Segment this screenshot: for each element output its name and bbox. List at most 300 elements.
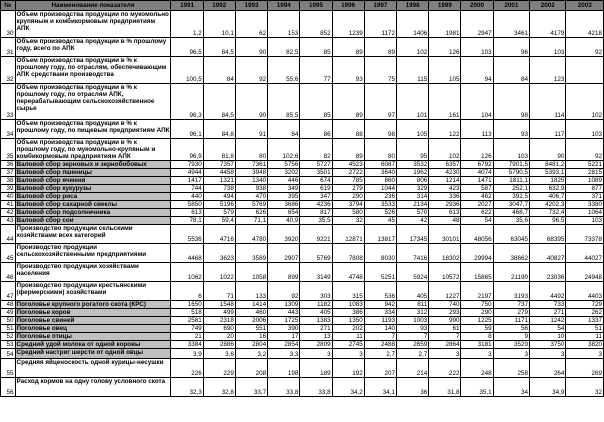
value-cell: 17 <box>268 333 300 341</box>
value-cell: 8030 <box>364 244 396 263</box>
row-number: 51 <box>1 325 16 333</box>
value-cell: 1962 <box>397 169 429 177</box>
value-cell: 3 <box>429 349 461 359</box>
value-cell: 349 <box>268 185 300 193</box>
value-cell: 518 <box>171 309 203 317</box>
value-cell: 446 <box>268 177 300 185</box>
table-row <box>1 139 604 161</box>
value-cell: 32 <box>566 378 604 397</box>
value-cell: 9221 <box>300 225 332 244</box>
value-cell: 55,6 <box>268 57 300 84</box>
indicator-name: Поголовье свиней <box>15 317 171 325</box>
value-cell: 526 <box>364 209 396 217</box>
table-row <box>1 309 604 317</box>
indicator-name: Производство продукции сельскими хозяйствами всех категорий <box>15 225 171 244</box>
value-cell: 3149 <box>300 263 332 282</box>
value-cell: 103 <box>530 38 566 57</box>
value-cell: 5924 <box>397 263 429 282</box>
value-cell: 113 <box>461 120 493 139</box>
value-cell: 5536 <box>171 225 203 244</box>
value-cell: 817 <box>300 209 332 217</box>
row-number: 40 <box>1 193 16 201</box>
value-cell: 63045 <box>493 225 529 244</box>
row-number: 41 <box>1 201 16 209</box>
row-number: 42 <box>1 209 16 217</box>
value-cell: 208 <box>235 359 267 378</box>
value-cell: 13 <box>300 333 332 341</box>
value-cell: 48056 <box>461 225 493 244</box>
value-cell: 96,3 <box>171 84 203 120</box>
value-cell: 4074 <box>461 169 493 177</box>
value-cell: 35,6 <box>493 217 529 225</box>
value-cell: 9 <box>493 333 529 341</box>
value-cell: 42 <box>397 217 429 225</box>
header-year: 1994 <box>268 1 300 11</box>
value-cell: 729 <box>566 301 604 309</box>
row-number: 49 <box>1 309 16 317</box>
value-cell: 94 <box>461 57 493 84</box>
header-year: 1993 <box>235 1 267 11</box>
row-number: 52 <box>1 333 16 341</box>
value-cell: 1239 <box>332 11 364 38</box>
value-cell: 117 <box>530 120 566 139</box>
value-cell: 3202 <box>268 169 300 177</box>
value-cell: 269 <box>566 359 604 378</box>
value-cell: 347 <box>300 193 332 201</box>
indicator-name: Поголовье коров <box>15 309 171 317</box>
value-cell: 229 <box>203 359 235 378</box>
value-cell: 1981 <box>429 11 461 38</box>
value-cell: 96,1 <box>171 120 203 139</box>
value-cell: 7 <box>429 333 461 341</box>
value-cell: 750 <box>461 301 493 309</box>
value-cell: 811 <box>397 301 429 309</box>
value-cell: 622 <box>461 209 493 217</box>
value-cell: 33,7 <box>235 378 267 397</box>
value-cell: 293 <box>429 309 461 317</box>
value-cell: 62 <box>235 11 267 38</box>
value-cell: 3 <box>300 349 332 359</box>
value-cell: 470 <box>235 193 267 201</box>
value-cell: 84,8 <box>203 120 235 139</box>
value-cell: 89 <box>332 38 364 57</box>
value-cell: 34 <box>493 378 529 397</box>
value-cell: 392,5 <box>493 193 529 201</box>
indicator-name: Производство продукции хозяйствами населения <box>15 263 171 282</box>
value-cell: 23036 <box>530 263 566 282</box>
value-cell: 10,1 <box>203 11 235 38</box>
value-cell: 102,6 <box>268 139 300 161</box>
value-cell: 690 <box>203 325 235 333</box>
value-cell: 84,5 <box>203 84 235 120</box>
indicator-name: Валовой сбор сахарной свеклы <box>15 201 171 209</box>
value-cell: 102 <box>397 38 429 57</box>
value-cell: 82 <box>300 139 332 161</box>
value-cell: 78,1 <box>171 217 203 225</box>
value-cell: 619 <box>300 185 332 193</box>
indicator-name: Объем производства продукции по мукомольно крупяным и комбикормовым предприятиям АПК <box>15 11 171 38</box>
header-num: № <box>1 1 16 11</box>
value-cell: 100,5 <box>171 57 203 84</box>
table-row <box>1 161 604 169</box>
value-cell: 3532 <box>397 161 429 169</box>
value-cell: 744 <box>171 185 203 193</box>
value-cell: 17345 <box>397 225 429 244</box>
value-cell: 75 <box>364 57 396 84</box>
value-cell: 654 <box>268 209 300 217</box>
header-year: 1998 <box>397 1 429 11</box>
value-cell: 1811,1 <box>493 177 529 185</box>
value-cell: 214 <box>397 359 429 378</box>
value-cell: 6357 <box>429 161 461 169</box>
value-cell: 877 <box>566 185 604 193</box>
value-cell: 101 <box>397 84 429 120</box>
table-row <box>1 325 604 333</box>
table-row <box>1 333 604 341</box>
header-year: 2002 <box>530 1 566 11</box>
value-cell: 1471 <box>461 177 493 185</box>
value-cell: 8481,2 <box>530 161 566 169</box>
value-cell: 1383 <box>300 317 332 325</box>
value-cell: 3,6 <box>203 349 235 359</box>
value-cell: 93 <box>493 120 529 139</box>
value-cell: 406,7 <box>530 193 566 201</box>
value-cell: 1058 <box>235 263 267 282</box>
row-number: 46 <box>1 263 16 282</box>
value-cell: 2,7 <box>397 349 429 359</box>
value-cell: 749 <box>171 325 203 333</box>
value-cell: 737 <box>493 301 529 309</box>
value-cell: 32 <box>332 217 364 225</box>
value-cell: 1406 <box>397 11 429 38</box>
value-cell: 3533 <box>364 201 396 209</box>
indicator-name: Производство продукции крестьянскими (фермерскими) хозяйствами <box>15 282 171 301</box>
value-cell: 1225 <box>461 317 493 325</box>
value-cell: 2804 <box>235 341 267 349</box>
value-cell: 198 <box>268 359 300 378</box>
value-cell: 3047,7 <box>493 201 529 209</box>
value-cell: 4468 <box>171 244 203 263</box>
value-cell: 3623 <box>203 244 235 263</box>
indicator-name: Валовой сбор кукурузы <box>15 185 171 193</box>
row-number: 31 <box>1 38 16 57</box>
header-year: 2001 <box>493 1 529 11</box>
value-cell: 85 <box>300 84 332 120</box>
value-cell: 460 <box>235 309 267 317</box>
value-cell: 732,4 <box>530 209 566 217</box>
value-cell: 2907 <box>268 244 300 263</box>
value-cell: 122 <box>429 120 461 139</box>
value-cell: 1227 <box>429 282 461 301</box>
value-cell: 2854 <box>268 341 300 349</box>
value-cell: 126 <box>461 139 493 161</box>
value-cell: 2886 <box>203 341 235 349</box>
value-cell: 1214 <box>429 177 461 185</box>
value-cell: 1414 <box>235 301 267 309</box>
table-row <box>1 38 604 57</box>
value-cell: 114 <box>530 84 566 120</box>
value-cell: 371 <box>566 193 604 201</box>
row-number: 33 <box>1 84 16 120</box>
value-cell: 613 <box>429 209 461 217</box>
value-cell: 587 <box>461 185 493 193</box>
value-cell: 103 <box>566 217 604 225</box>
value-cell: 1172 <box>364 11 396 38</box>
value-cell: 740 <box>429 301 461 309</box>
value-cell: 4492 <box>530 282 566 301</box>
value-cell: 733 <box>530 301 566 309</box>
value-cell: 1548 <box>203 301 235 309</box>
value-cell: 5790,5 <box>493 169 529 177</box>
value-cell: 7357 <box>203 161 235 169</box>
value-cell: 1650 <box>171 301 203 309</box>
value-cell: 104 <box>461 84 493 120</box>
table-row <box>1 217 604 225</box>
indicator-name: Валовой сбор пшеницы <box>15 169 171 177</box>
value-cell: 6087 <box>364 161 396 169</box>
value-cell: 105 <box>429 57 461 84</box>
value-cell: 59 <box>461 325 493 333</box>
indicator-name: Валовой сбор подсолнечника <box>15 209 171 217</box>
value-cell: 133 <box>235 282 267 301</box>
value-cell: 334 <box>364 309 396 317</box>
value-cell: 3750 <box>530 341 566 349</box>
table-row <box>1 225 604 244</box>
value-cell: 115 <box>397 57 429 84</box>
value-cell: 11 <box>332 333 364 341</box>
value-cell: 34,1 <box>364 378 396 397</box>
header-year: 1995 <box>300 1 332 11</box>
value-cell: 4236 <box>300 201 332 209</box>
value-cell: 5850 <box>171 201 203 209</box>
value-cell: 2318 <box>203 317 235 325</box>
table-row <box>1 11 604 38</box>
value-cell <box>566 57 604 84</box>
value-cell: 4780 <box>235 225 267 244</box>
value-cell: 551 <box>235 325 267 333</box>
row-number: 44 <box>1 225 16 244</box>
value-cell: 2936 <box>429 201 461 209</box>
value-cell: 2027 <box>461 201 493 209</box>
value-cell: 5769 <box>235 201 267 209</box>
value-cell: 6 <box>171 282 203 301</box>
table-row <box>1 263 604 282</box>
value-cell: 290 <box>332 193 364 201</box>
row-number: 38 <box>1 177 16 185</box>
value-cell: 3589 <box>235 244 267 263</box>
value-cell: 2659 <box>397 341 429 349</box>
value-cell: 86 <box>300 120 332 139</box>
value-cell: 336 <box>429 193 461 201</box>
header-year: 1999 <box>429 1 461 11</box>
value-cell: 123 <box>530 57 566 84</box>
value-cell: 3 <box>530 349 566 359</box>
value-cell: 24948 <box>566 263 604 282</box>
value-cell: 202 <box>332 325 364 333</box>
header-year: 1992 <box>203 1 235 11</box>
value-cell: 97 <box>364 84 396 120</box>
value-cell: 59,4 <box>203 217 235 225</box>
row-number: 55 <box>1 359 16 378</box>
value-cell: 252,1 <box>493 185 529 193</box>
value-cell: 2815 <box>566 169 604 177</box>
value-cell: 153 <box>268 11 300 38</box>
value-cell: 20 <box>203 333 235 341</box>
value-cell: 3501 <box>300 169 332 177</box>
value-cell: 440 <box>171 193 203 201</box>
row-number: 47 <box>1 282 16 301</box>
row-number: 32 <box>1 57 16 84</box>
value-cell: 1321 <box>203 177 235 185</box>
value-cell: 3 <box>493 349 529 359</box>
value-cell: 632,9 <box>530 185 566 193</box>
indicator-name: Объем производства продукции в % к прошлому году, по отраслям АПК, перерабатывающим сельскохозяйственное сырье <box>15 84 171 120</box>
value-cell: 405 <box>300 309 332 317</box>
indicator-name: Производство продукции сельскохозяйственными предприятиями <box>15 244 171 263</box>
value-cell: 2,7 <box>364 349 396 359</box>
value-cell: 462 <box>461 193 493 201</box>
value-cell: 33,8 <box>300 378 332 397</box>
value-cell: 3920 <box>268 225 300 244</box>
value-cell: 85 <box>300 38 332 57</box>
row-number: 34 <box>1 120 16 139</box>
value-cell: 61 <box>429 325 461 333</box>
value-cell: 4218 <box>566 11 604 38</box>
value-cell: 2197 <box>461 282 493 301</box>
value-cell: 315 <box>332 282 364 301</box>
value-cell: 4748 <box>332 263 364 282</box>
table-row <box>1 359 604 378</box>
value-cell: 10572 <box>429 263 461 282</box>
indicator-name: Расход кормов на одну голову условного скота <box>15 378 171 397</box>
value-cell: 84 <box>268 120 300 139</box>
table-row <box>1 185 604 193</box>
value-cell: 8 <box>461 333 493 341</box>
value-cell: 7930 <box>171 161 203 169</box>
table-row <box>1 317 604 325</box>
value-cell: 860 <box>364 177 396 185</box>
indicator-name: Валовой сбор риса <box>15 193 171 201</box>
value-cell: 7416 <box>397 244 429 263</box>
value-cell: 80 <box>235 139 267 161</box>
value-cell: 3,2 <box>235 349 267 359</box>
value-cell: 7361 <box>235 161 267 169</box>
value-cell: 103 <box>461 38 493 57</box>
value-cell: 40,9 <box>268 217 300 225</box>
value-cell: 258 <box>493 359 529 378</box>
value-cell: 1064 <box>566 209 604 217</box>
value-cell: 1417 <box>171 177 203 185</box>
value-cell: 279 <box>332 185 364 193</box>
value-cell: 48 <box>429 217 461 225</box>
header-year: 1991 <box>171 1 203 11</box>
value-cell: 80 <box>364 139 396 161</box>
value-cell: 5196 <box>203 201 235 209</box>
value-cell: 6792 <box>461 161 493 169</box>
indicator-name: Объем производства продукции в % прошлому году, всего по АПК <box>15 38 171 57</box>
value-cell: 2809 <box>300 341 332 349</box>
indicator-name: Валовой сбор ячменя <box>15 177 171 185</box>
value-cell: 2745 <box>332 341 364 349</box>
value-cell: 1089 <box>566 177 604 185</box>
table-row <box>1 57 604 84</box>
value-cell: 98 <box>493 84 529 120</box>
value-cell: 390 <box>268 325 300 333</box>
value-cell: 3948 <box>235 169 267 177</box>
row-number: 37 <box>1 169 16 177</box>
value-cell: 68395 <box>530 225 566 244</box>
value-cell: 32,8 <box>203 378 235 397</box>
indicator-name: Средний удой молока от одной коровы <box>15 341 171 349</box>
value-cell: 89 <box>332 84 364 120</box>
value-cell: 303 <box>300 282 332 301</box>
value-cell: 580 <box>332 209 364 217</box>
row-number: 36 <box>1 161 16 169</box>
value-cell: 5221 <box>566 161 604 169</box>
value-cell: 51 <box>566 325 604 333</box>
value-cell: 4230 <box>429 169 461 177</box>
value-cell: 271 <box>530 309 566 317</box>
table-row <box>1 244 604 263</box>
value-cell: 7808 <box>332 244 364 263</box>
value-cell: 34,2 <box>332 378 364 397</box>
value-cell: 92 <box>566 38 604 57</box>
header-year: 2003 <box>566 1 604 11</box>
value-cell: 3,3 <box>268 349 300 359</box>
table-body <box>1 11 604 397</box>
value-cell: 405 <box>397 282 429 301</box>
value-cell: 40827 <box>530 244 566 263</box>
value-cell: 395 <box>268 193 300 201</box>
value-cell: 1825 <box>530 177 566 185</box>
value-cell: 494 <box>203 193 235 201</box>
indicator-name: Объем производства продукции в % к прошлому году, по отраслям, обеспечивающим АПК средствами производства <box>15 57 171 84</box>
value-cell: 96,5 <box>171 38 203 57</box>
indicator-name: Валовой сбор зерновых и зернобобовых <box>15 161 171 169</box>
indicator-name: Поголовье крупного рогатого скота (КРС) <box>15 301 171 309</box>
value-cell: 103 <box>493 139 529 161</box>
value-cell: 33,8 <box>268 378 300 397</box>
value-cell: 236 <box>364 193 396 201</box>
value-cell: 21 <box>171 333 203 341</box>
value-cell: 192 <box>332 359 364 378</box>
value-cell: 3 <box>332 349 364 359</box>
value-cell: 738 <box>203 185 235 193</box>
value-cell: 29994 <box>461 244 493 263</box>
indicator-name: Валовой сбор сои <box>15 217 171 225</box>
value-cell: 85,5 <box>268 84 300 120</box>
value-cell: 314 <box>397 193 429 201</box>
value-cell: 248 <box>461 359 493 378</box>
value-cell: 1242 <box>530 317 566 325</box>
value-cell: 386 <box>332 309 364 317</box>
header-name: Наименование показателя <box>15 1 171 11</box>
value-cell: 1182 <box>300 301 332 309</box>
value-cell: 2947 <box>461 11 493 38</box>
value-cell: 2134 <box>397 201 429 209</box>
value-cell: 222 <box>429 359 461 378</box>
value-cell: 1,2 <box>171 11 203 38</box>
row-number: 39 <box>1 185 16 193</box>
value-cell: 626 <box>235 209 267 217</box>
value-cell: 3794 <box>332 201 364 209</box>
value-cell: 785 <box>332 177 364 185</box>
value-cell: 1340 <box>235 177 267 185</box>
value-cell: 11 <box>566 333 604 341</box>
value-cell: 312 <box>397 309 429 317</box>
value-cell: 279 <box>493 309 529 317</box>
table-row <box>1 193 604 201</box>
